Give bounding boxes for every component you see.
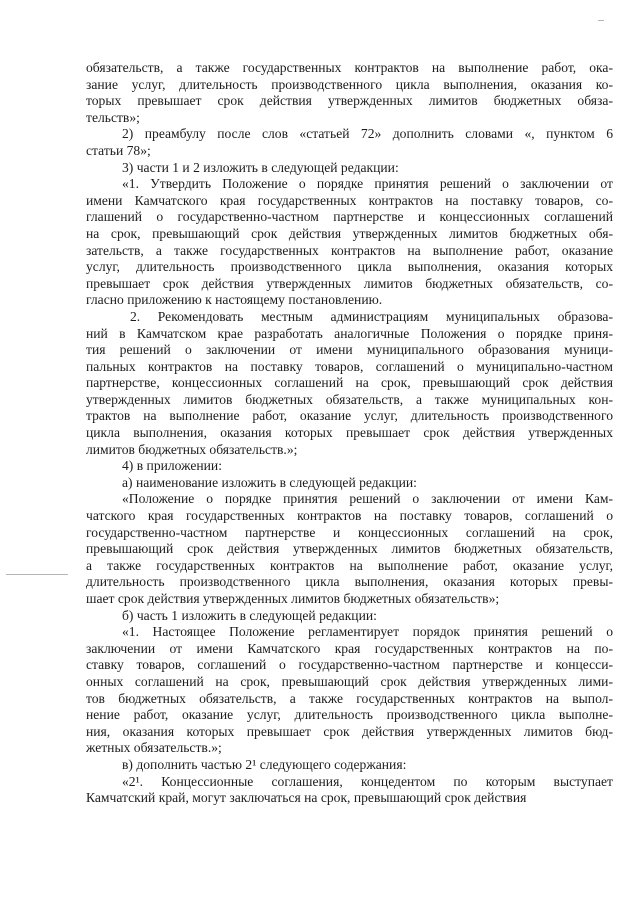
paragraph [86,126,613,159]
paragraph [86,491,613,607]
paragraph [86,309,613,458]
text-line: превышает срок действия утвержденных лимитов бюджетных обязательств, со- [86,275,613,291]
text-line: «1. Настоящее Положение регламентирует порядок принятия решений о [122,624,613,640]
text-line: «2¹. Концессионные соглашения, концедентом по которым выступает [122,773,613,789]
text-line: длительность производственного цикла выполнения, оказания которых превы- [86,574,613,590]
text-line: на срок, превышающий срок действия утвержденных лимитов бюджетных обя- [86,225,613,241]
text-line: обязательств, а также государственных контрактов на выполнение работ, ока- [86,60,613,75]
text-line: глашений о государственно-частном партнерстве и концессионных соглашений [86,209,613,225]
paragraph [86,60,613,126]
text-line: 2) преамбулу после слов «статьей 72» дополнить словами «, пунктом 6 [122,126,613,142]
paragraph [86,624,613,757]
text-line: цикла выполнения, оказания которых превышает срок действия утвержденных [86,425,613,441]
text-line: услуг, длительность производственного цикла выполнения, оказания которых [86,259,613,275]
paragraph [86,475,613,492]
scan-artifact-top-right [598,20,604,21]
text-line: государственно-частном партнерстве и концессионных соглашений на срок, [86,524,613,540]
text-line: в) дополнить частью 2¹ следующего содержания: [122,756,407,772]
text-line: «1. Утвердить Положение о порядке принятия решений о заключении от [122,176,613,192]
text-line: «Положение о порядке принятия решений о заключении от имени Кам- [122,491,613,507]
text-line: нение работ, оказание услуг, длительность производственного цикла выполне- [86,707,613,723]
text-line: партнерстве, концессионных соглашений на срок, превышающий срок действия [86,375,613,391]
paragraph [86,458,613,475]
text-line: б) часть 1 изложить в следующей редакции: [122,607,377,623]
text-line: чатского края государственных контрактов на поставку товаров, соглашений о [86,508,613,524]
text-line: тия решений о заключении от имени муниципального образования муници- [86,342,613,358]
paragraph [86,757,613,774]
text-line: статьи 78»; [86,142,151,158]
text-line: 4) в приложении: [122,458,222,474]
scan-artifact-left [6,574,68,575]
text-line: ний в Камчатском крае разработать аналогичные Положения о порядке приня- [86,325,613,341]
text-line: пальных контрактов на поставку товаров, соглашений о муниципально-частном [86,358,613,374]
text-line: торых превышает срок действия утвержденных лимитов бюджетных обяза- [86,93,613,109]
text-line: 2. Рекомендовать местным администрациям муниципальных образова- [130,308,613,324]
text-line: шает срок действия утвержденных лимитов бюджетных обязательств»; [86,591,500,606]
document-page [86,60,613,807]
text-line: гласно приложению к настоящему постановлению. [86,292,383,308]
text-line: 3) части 1 и 2 изложить в следующей редакции: [122,159,399,175]
text-line: утвержденных лимитов бюджетных обязательств, а также муниципальных кон- [86,391,613,407]
paragraph [86,774,613,807]
text-line: имени Камчатского края государственных контрактов на поставку товаров, со- [86,192,613,208]
text-line: а) наименование изложить в следующей редакции: [122,474,417,490]
paragraph [86,176,613,309]
text-line: превышающий срок действия утвержденных лимитов бюджетных обязательств, [86,541,613,557]
text-line: онных соглашений на срок, превышающий срок действия утвержденных лими- [86,673,613,689]
text-line: зательств, а также государственных контрактов на выполнение работ, оказание [86,242,613,258]
text-line: жетных обязательств.»; [86,740,222,756]
text-line: а также государственных контрактов на выполнение работ, оказание услуг, [86,557,613,573]
text-line: заключении от имени Камчатского края государственных контрактов на по- [86,640,613,656]
text-line: ставку товаров, соглашений о государственно-частном партнерстве и концесси- [86,657,613,673]
paragraph [86,608,613,625]
text-line: трактов на выполнение работ, оказание услуг, длительность производственного [86,408,613,424]
text-line: ния, оказания которых превышает срок действия утвержденных лимитов бюд- [86,723,613,739]
text-line: тов бюджетных обязательств, а также государственных контрактов на выпол- [86,690,613,706]
text-line: лимитов бюджетных обязательств.»; [86,441,298,457]
text-line: тельств»; [86,109,140,125]
paragraph [86,160,613,177]
text-line: Камчатский край, могут заключаться на срок, превышающий срок действия [86,790,527,806]
text-line: зание услуг, длительность производственного цикла выполнения, оказания ко- [86,76,613,92]
